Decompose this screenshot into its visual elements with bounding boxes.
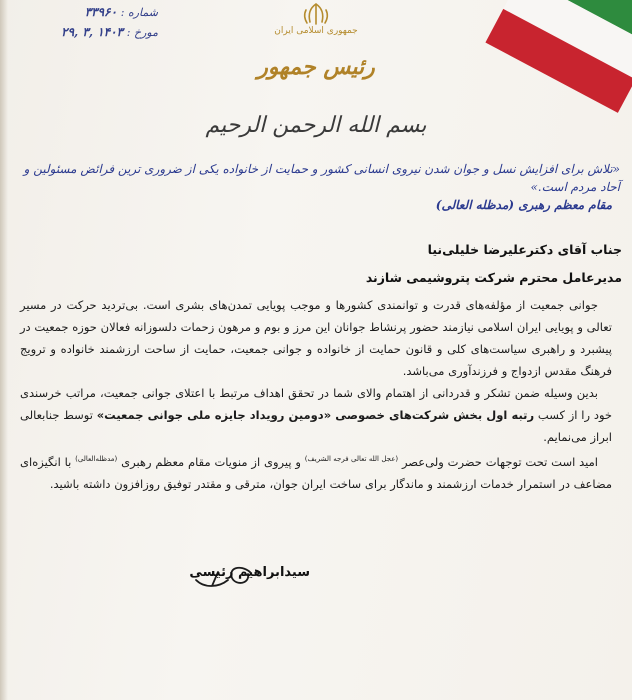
- award-highlight: رتبه اول بخش شرکت‌های خصوصی «دومین رویداد جایزه ملی جوانی جمعیت»: [96, 408, 535, 422]
- bismillah-text: بسم الله الرحمن الرحیم: [205, 113, 427, 138]
- registry-number-value: ۳۳۹۶۰: [84, 5, 117, 19]
- honorific-2: (مدظله‌العالی): [75, 455, 118, 463]
- iran-emblem-icon: [288, 2, 344, 26]
- addressee-block: [30, 236, 622, 292]
- registry-date-value: ۱۴۰۳ ,۳ ,۲۹: [61, 25, 123, 39]
- registry-date-label: مورخ :: [126, 26, 158, 39]
- body-paragraph-3-start: امید است تحت توجهات حضرت ولی‌عصر: [401, 454, 598, 469]
- bismillah-calligraphy: [150, 104, 482, 144]
- iran-flag-icon: [483, 0, 632, 118]
- emblem-caption: جمهوری اسلامی ایران: [274, 26, 358, 36]
- quote-text: «تلاش برای افزایش نسل و جوان شدن نیروی انسانی کشور و حمایت از خانواده یکی از ضروری ترین فرائض مسئولین و آحاد مردم است.»: [23, 162, 620, 194]
- body-paragraph-2: [20, 382, 612, 448]
- registry-block: [8, 2, 158, 42]
- quote-attribution: مقام معظم رهبری (مدظله العالی): [435, 198, 612, 212]
- body-paragraph-3-end: با انگیزه‌ای مضاعف در استمرار خدمات ارزشمند و ماندگار برای ساخت ایران جوان، مترقی و مقتدر توفیق روزافزون داشته باشید.: [20, 454, 612, 491]
- page-shadow: [0, 0, 8, 700]
- addressee-title: مدیرعامل محترم شرکت پتروشیمی شازند: [365, 270, 622, 285]
- addressee-name: جناب آقای دکترعلیرضا خلیلی‌نیا: [427, 242, 622, 257]
- leader-quote: [20, 160, 620, 214]
- office-title: رئیس جمهور: [257, 54, 375, 80]
- body-paragraph-2-end: توسط جنابعالی ابراز می‌نمایم.: [20, 408, 612, 444]
- letter-body: [20, 294, 612, 495]
- registry-number-row: [8, 2, 158, 22]
- registry-date-row: [8, 22, 158, 42]
- body-paragraph-2-start: بدین وسیله ضمن تشکر و قدردانی از اهتمام والای شما در تحقق اهداف مرتبط با اعتلای جوانی جمعیت، مراتب خرسندی خود را از کسب: [20, 386, 612, 422]
- signer-name: سیدابراهیم رئیسی: [189, 565, 310, 580]
- body-paragraph-3: [20, 448, 612, 495]
- registry-number-label: شماره :: [120, 6, 158, 19]
- body-paragraph-3-mid: و پیروی از منویات مقام معظم رهبری: [121, 454, 301, 469]
- honorific-1: (عجل الله تعالی فرجه الشریف): [304, 455, 399, 463]
- body-paragraph-1: جوانی جمعیت از مؤلفه‌های قدرت و توانمندی کشورها و موجب پویایی تمدن‌های بشری است. بی‌تردید حرکت در مسیر تعالی و پویایی ایران اسلامی نیازمند حضور پرنشاط جوانان این مرز و بوم و مرهون زحمات دلسوزانه فعالان حوزه جمعیت در پیشبرد و راهبری سیاست‌های کلی و قانون حمایت از خانواده و جوانی جمعیت، حمایت از ساحت ارزشمند خانواده و ترویج فرهنگ مقدس ازدواج و فرزندآوری می‌باشد.: [20, 298, 612, 378]
